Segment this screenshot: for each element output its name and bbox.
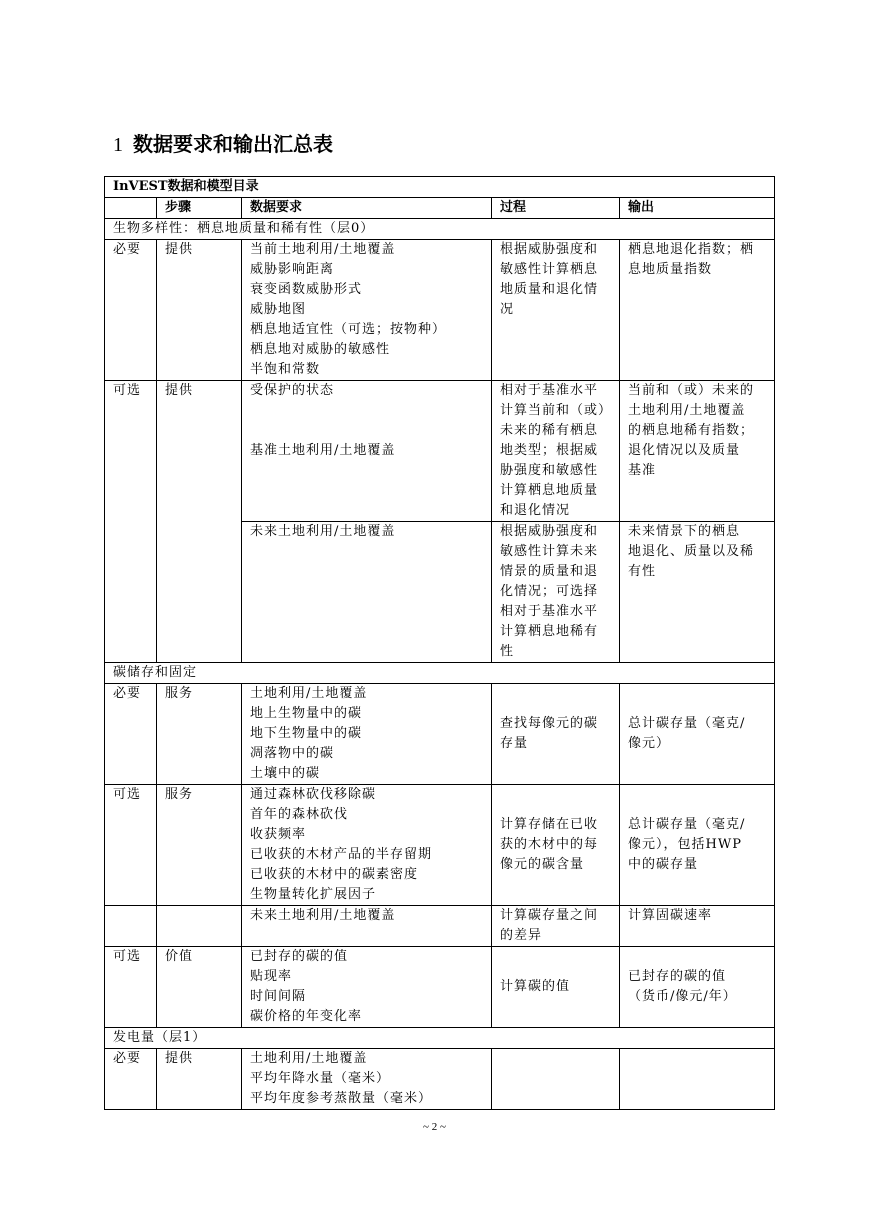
type-cell: 必要 <box>105 240 157 381</box>
section-row-biodiversity: 生物多样性：栖息地质量和稀有性（层0） <box>105 219 775 240</box>
process-line: 存量 <box>500 736 529 751</box>
table-header-row <box>105 198 775 219</box>
data-line: 生物量转化扩展因子 <box>250 887 377 902</box>
header-data-requirements: 数据要求 <box>242 198 492 219</box>
process-line: 计算存储在已收 <box>500 817 599 832</box>
type-cell: 可选 <box>105 785 157 906</box>
data-line: 已收获的木材中的碳素密度 <box>250 867 419 882</box>
data-cell <box>242 785 492 906</box>
process-line: 胁强度和敏感性 <box>500 463 599 478</box>
table-row <box>105 240 775 381</box>
output-line: 土地利用/土地覆盖 <box>628 403 746 418</box>
process-line: 地质量和退化情 <box>500 282 599 297</box>
process-line: 查找每像元的碳 <box>500 716 599 731</box>
data-line: 土地利用/土地覆盖 <box>250 1051 368 1066</box>
output-cell <box>620 381 775 522</box>
process-cell <box>492 522 620 663</box>
type-cell: 可选 <box>105 947 157 1028</box>
type-cell: 必要 <box>105 1049 157 1110</box>
step-cell <box>157 906 242 947</box>
process-line: 根据威胁强度和 <box>500 242 599 257</box>
process-line: 相对于基准水平 <box>500 604 599 619</box>
process-line: 计算栖息地稀有 <box>500 624 599 639</box>
output-line: 当前和（或）未来的 <box>628 383 755 398</box>
section-heading <box>113 130 333 159</box>
process-cell <box>492 381 620 522</box>
type-cell: 可选 <box>105 381 157 663</box>
data-line: 平均年度参考蒸散量（毫米） <box>250 1091 433 1106</box>
data-line: 受保护的状态 <box>250 383 335 398</box>
step-cell: 价值 <box>157 947 242 1028</box>
output-line: 的栖息地稀有指数； <box>628 423 755 438</box>
output-line: 未来情景下的栖息 <box>628 524 741 539</box>
process-line: 敏感性计算未来 <box>500 544 599 559</box>
data-line: 栖息地对威胁的敏感性 <box>250 342 391 357</box>
process-cell <box>492 785 620 906</box>
output-cell <box>620 522 775 663</box>
model-catalog-table <box>104 176 775 1110</box>
output-line: 地退化、质量以及稀 <box>628 544 755 559</box>
output-cell <box>620 785 775 906</box>
process-cell <box>492 1049 620 1110</box>
type-cell: 必要 <box>105 684 157 785</box>
data-line: 凋落物中的碳 <box>250 746 335 761</box>
process-line: 根据威胁强度和 <box>500 524 599 539</box>
output-line: 中的碳存量 <box>628 857 699 872</box>
output-cell <box>620 1049 775 1110</box>
data-line: 首年的森林砍伐 <box>250 807 349 822</box>
data-line: 贴现率 <box>250 969 293 984</box>
data-line: 未来土地利用/土地覆盖 <box>250 908 396 923</box>
output-line: 息地质量指数 <box>628 262 713 277</box>
step-cell: 提供 <box>157 381 242 663</box>
data-cell <box>242 947 492 1028</box>
data-line: 未来土地利用/土地覆盖 <box>250 524 396 539</box>
output-cell <box>620 947 775 1028</box>
section-row-hydropower: 发电量（层1） <box>105 1028 775 1049</box>
page-number: ~ 2 ~ <box>423 1121 446 1133</box>
section-title: 数据要求和输出汇总表 <box>133 132 333 156</box>
process-line: 的差异 <box>500 928 543 943</box>
process-line: 化情况；可选择 <box>500 584 599 599</box>
data-cell <box>242 906 492 947</box>
process-cell <box>492 906 620 947</box>
data-line: 威胁地图 <box>250 302 307 317</box>
type-cell <box>105 906 157 947</box>
data-line: 土地利用/土地覆盖 <box>250 686 368 701</box>
data-cell <box>242 381 492 522</box>
output-line: 基准 <box>628 463 657 478</box>
process-line: 性 <box>500 644 515 659</box>
table-row <box>105 785 775 906</box>
data-line: 平均年降水量（毫米） <box>250 1071 391 1086</box>
process-cell <box>492 240 620 381</box>
data-line: 地上生物量中的碳 <box>250 706 363 721</box>
data-line: 已收获的木材产品的半存留期 <box>250 847 433 862</box>
data-line: 收获频率 <box>250 827 307 842</box>
section-row-carbon: 碳储存和固定 <box>105 663 775 684</box>
process-line: 获的木材中的每 <box>500 837 599 852</box>
table-row <box>105 381 775 522</box>
process-line: 计算栖息地质量 <box>500 483 599 498</box>
process-line: 和退化情况 <box>500 503 571 518</box>
data-line: 时间间隔 <box>250 989 307 1004</box>
data-cell <box>242 522 492 663</box>
output-line: 总计碳存量（毫克/ <box>628 716 746 731</box>
output-line: 像元），包括HWP <box>628 837 742 852</box>
data-line: 基准土地利用/土地覆盖 <box>250 443 396 458</box>
process-line: 地类型；根据威 <box>500 443 599 458</box>
step-cell: 服务 <box>157 785 242 906</box>
process-line: 计算碳存量之间 <box>500 908 599 923</box>
table-title: InVEST数据和模型目录 <box>105 177 775 198</box>
step-cell: 提供 <box>157 1049 242 1110</box>
table-row <box>105 1049 775 1110</box>
header-process: 过程 <box>492 198 620 219</box>
data-line: 半饱和常数 <box>250 362 321 377</box>
data-line: 威胁影响距离 <box>250 262 335 277</box>
data-cell <box>242 684 492 785</box>
process-line: 情景的质量和退 <box>500 564 599 579</box>
process-line: 未来的稀有栖息 <box>500 423 599 438</box>
step-cell: 提供 <box>157 240 242 381</box>
output-line: 退化情况以及质量 <box>628 443 741 458</box>
output-line: 有性 <box>628 564 657 579</box>
output-cell <box>620 906 775 947</box>
data-cell <box>242 240 492 381</box>
output-line: 总计碳存量（毫克/ <box>628 817 746 832</box>
output-cell <box>620 684 775 785</box>
process-line: 相对于基准水平 <box>500 383 599 398</box>
data-line: 当前土地利用/土地覆盖 <box>250 242 396 257</box>
process-line: 计算碳的值 <box>500 979 571 994</box>
step-cell: 服务 <box>157 684 242 785</box>
table-row <box>105 947 775 1028</box>
section-number: 1 <box>113 134 123 156</box>
header-cell-blank <box>105 198 157 219</box>
table-row <box>105 906 775 947</box>
process-line: 况 <box>500 302 515 317</box>
process-line: 像元的碳含量 <box>500 857 585 872</box>
data-spacer <box>250 401 483 441</box>
output-line: 像元） <box>628 736 671 751</box>
table-row <box>105 684 775 785</box>
header-step: 步骤 <box>157 198 242 219</box>
data-line: 衰变函数威胁形式 <box>250 282 363 297</box>
process-line: 计算当前和（或） <box>500 403 613 418</box>
data-line: 栖息地适宜性（可选；按物种） <box>250 322 447 337</box>
data-line: 通过森林砍伐移除碳 <box>250 787 377 802</box>
output-cell <box>620 240 775 381</box>
output-line: 栖息地退化指数；栖 <box>628 242 755 257</box>
header-output: 输出 <box>620 198 775 219</box>
process-line: 敏感性计算栖息 <box>500 262 599 277</box>
output-line: 计算固碳速率 <box>628 908 713 923</box>
output-line: （货币/像元/年） <box>628 989 737 1004</box>
data-line: 土壤中的碳 <box>250 766 321 781</box>
data-cell <box>242 1049 492 1110</box>
process-cell <box>492 947 620 1028</box>
output-line: 已封存的碳的值 <box>628 969 727 984</box>
process-cell <box>492 684 620 785</box>
data-line: 碳价格的年变化率 <box>250 1009 363 1024</box>
data-line: 地下生物量中的碳 <box>250 726 363 741</box>
data-line: 已封存的碳的值 <box>250 949 349 964</box>
